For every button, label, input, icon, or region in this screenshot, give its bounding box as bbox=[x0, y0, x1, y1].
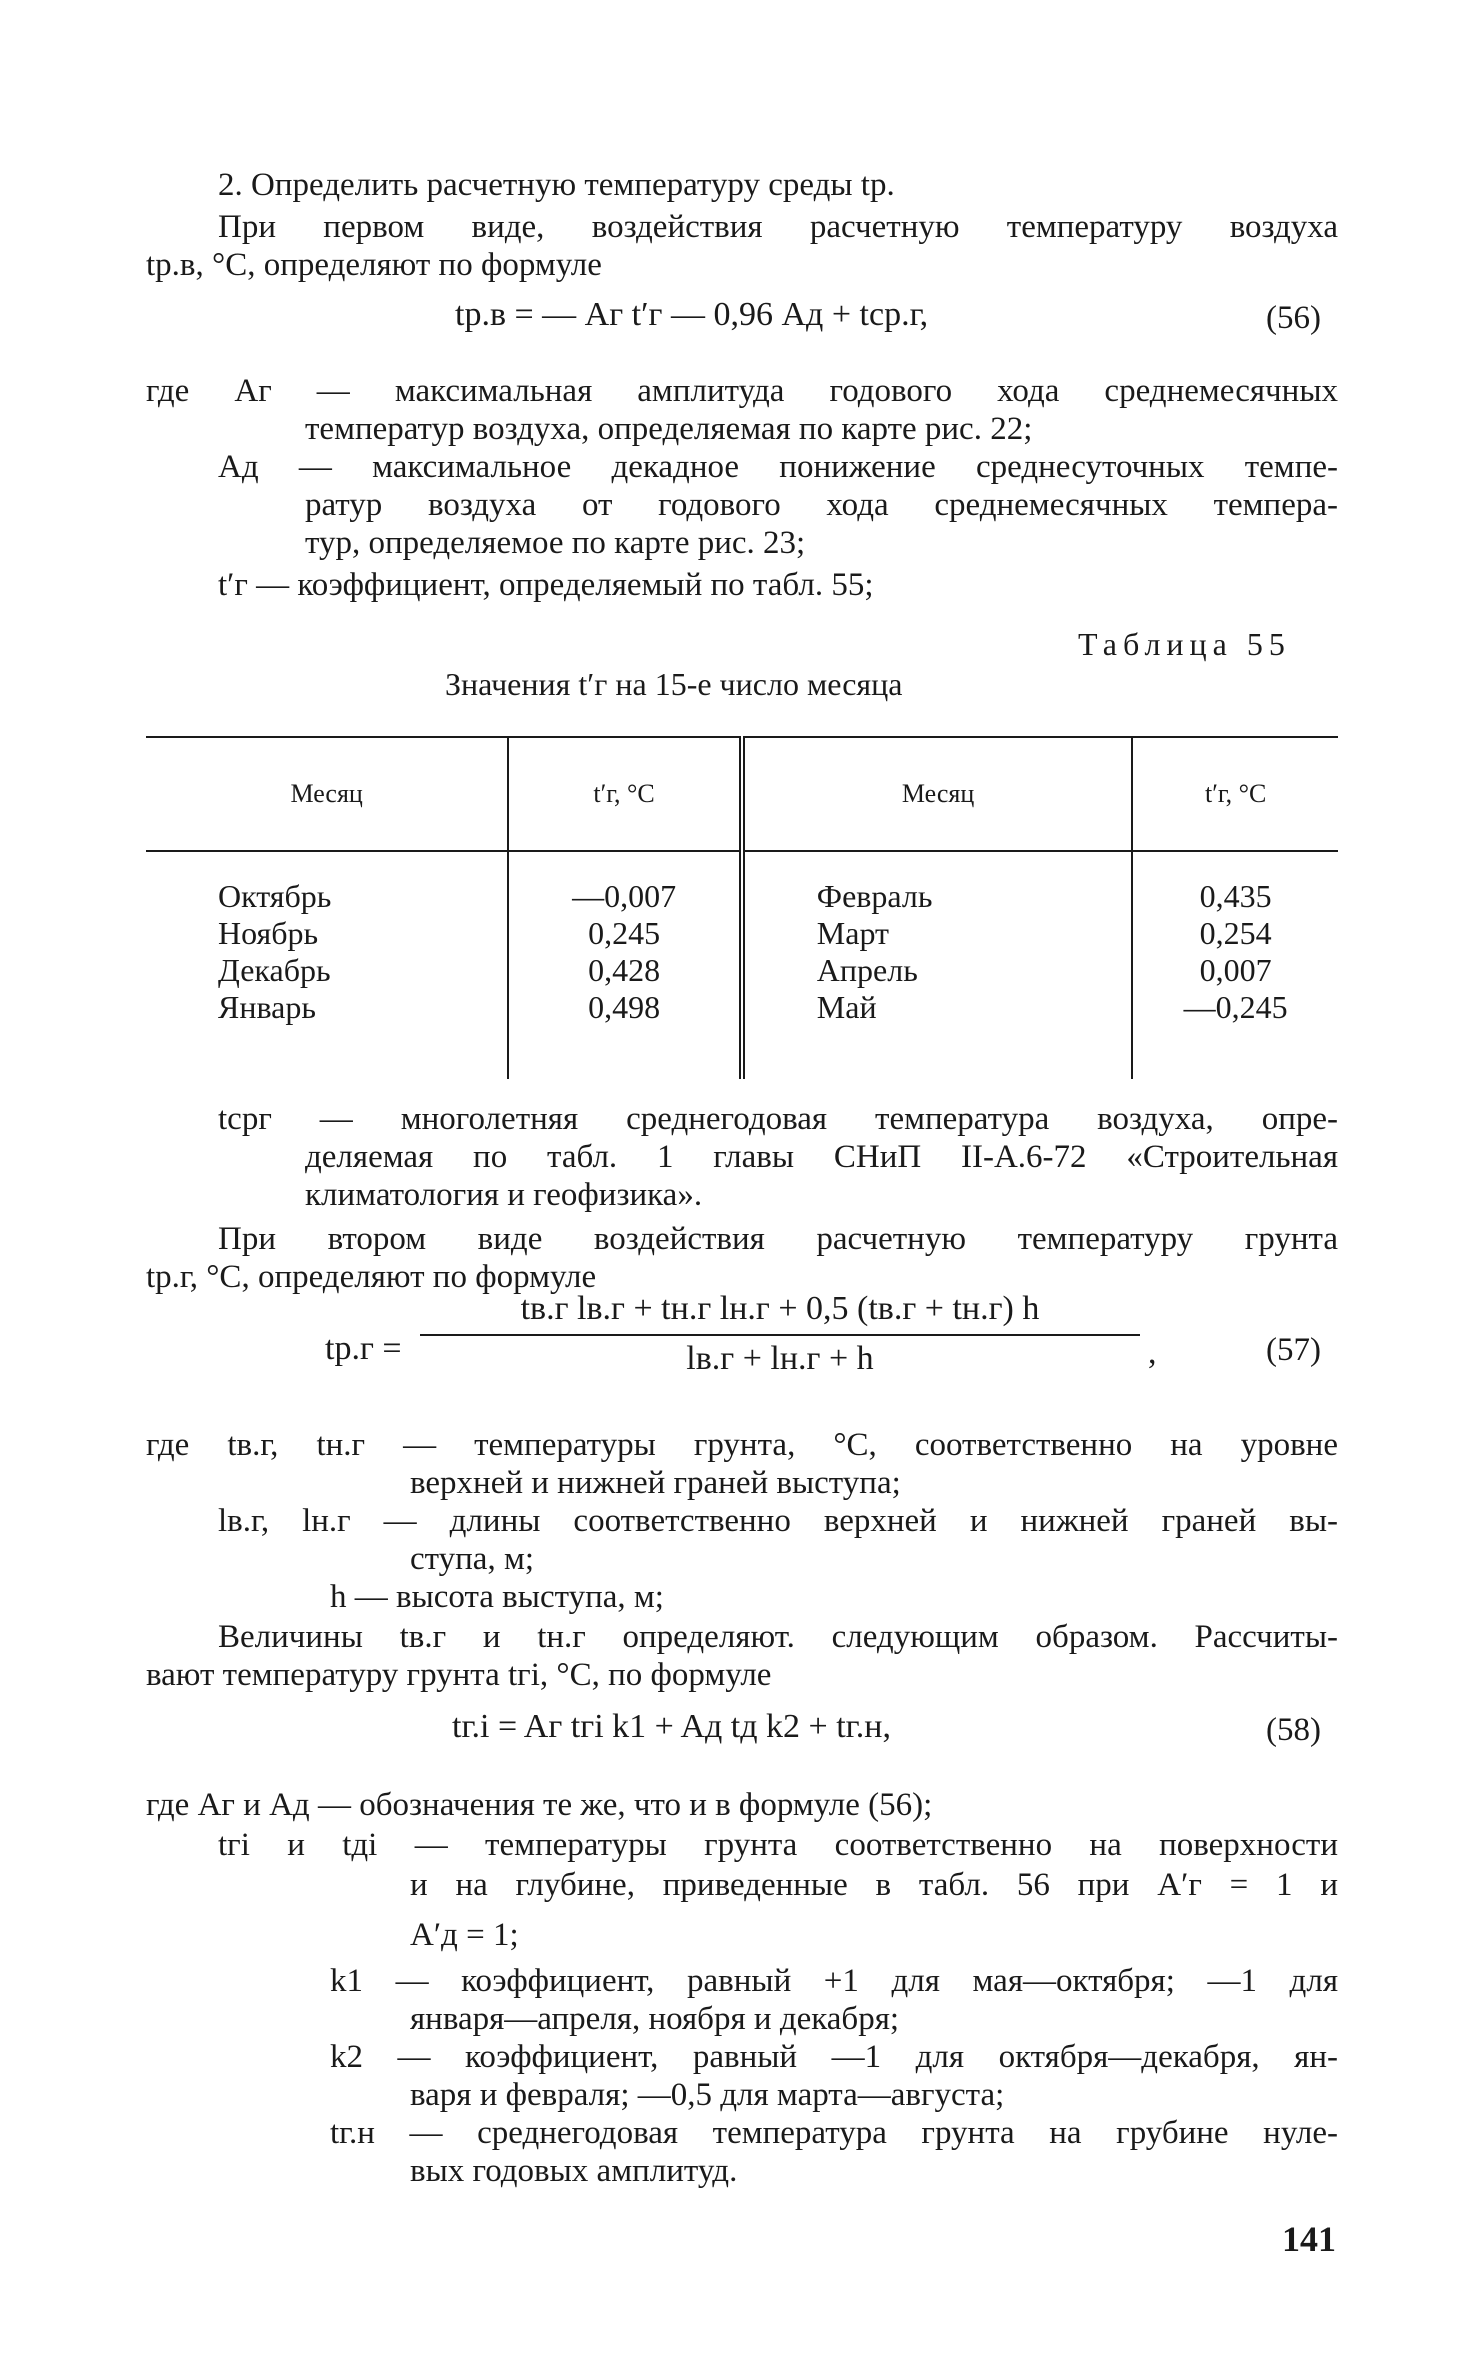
cell-value-feb: 0,435 bbox=[1199, 878, 1272, 914]
cell-month-jan: Январь bbox=[218, 989, 316, 1025]
page-number: 141 bbox=[1282, 2219, 1336, 2259]
def-h-line: h — высота выступа, м; bbox=[330, 1579, 664, 1615]
table-55 bbox=[146, 736, 1338, 1079]
header-month-2: Месяц bbox=[742, 737, 1133, 851]
def-tgn-line1: tг.н — среднегодовая температура грунта на грубине нуле- bbox=[330, 2115, 1338, 2151]
def-Ad-line2: ратур воздуха от годового хода среднемесячных темпера- bbox=[305, 487, 1338, 523]
formula-56-number: (56) bbox=[1266, 300, 1321, 336]
def-tvg-line1: где tв.г, tн.г — температуры грунта, °С, соответственно на уровне bbox=[146, 1427, 1338, 1463]
month-column-1 bbox=[146, 851, 508, 1079]
cell-month-feb: Февраль bbox=[816, 878, 933, 914]
def-Ag-line1: где Aг — максимальная амплитуда годового хода среднемесячных bbox=[146, 373, 1338, 409]
def-k2-line2: варя и февраля; —0,5 для марта—августа; bbox=[410, 2077, 1005, 2113]
cell-month-oct: Октябрь bbox=[218, 878, 332, 914]
formula-58: tг.i = Aг tгi k1 + Aд tд k2 + tг.н, bbox=[452, 1708, 891, 1745]
paragraph-first-kind: При первом виде, воздействия расчетную температуру воздуха bbox=[218, 209, 1338, 245]
def-tvg-line2: верхней и нижней граней выступа; bbox=[410, 1465, 901, 1501]
cell-value-jan: 0,498 bbox=[588, 989, 661, 1025]
def-Ad-line3: тур, определяемое по карте рис. 23; bbox=[305, 525, 806, 561]
month-column-2 bbox=[742, 851, 1133, 1079]
cell-month-mar: Март bbox=[816, 915, 889, 951]
def-k1-line1: k1 — коэффициент, равный +1 для мая—октября; —1 для bbox=[330, 1963, 1338, 1999]
formula-58-number: (58) bbox=[1266, 1712, 1321, 1748]
cell-month-may: Май bbox=[816, 989, 877, 1025]
cell-value-apr: 0,007 bbox=[1199, 952, 1272, 988]
table-55-caption: Значения t′г на 15-е число месяца bbox=[445, 666, 903, 702]
def-tgn-line2: вых годовых амплитуд. bbox=[410, 2153, 738, 2189]
def-tg-line: t′г — коэффициент, определяемый по табл. 55; bbox=[218, 567, 874, 603]
fraction-bar bbox=[420, 1334, 1140, 1336]
value-column-1 bbox=[508, 851, 741, 1079]
def-tgi-line1: tгi и tдi — температуры грунта соответственно на поверхности bbox=[218, 1827, 1338, 1863]
table-row bbox=[146, 851, 1338, 1079]
formula-57-number: (57) bbox=[1266, 1332, 1321, 1368]
def-Ad-line1: Aд — максимальное декадное понижение среднесуточных темпе- bbox=[218, 449, 1338, 485]
def-k1-line2: января—апреля, ноября и декабря; bbox=[410, 2001, 900, 2037]
cell-month-apr: Апрель bbox=[816, 952, 918, 988]
formula-57-denominator: lв.г + lн.г + h bbox=[686, 1340, 874, 1377]
value-column-2 bbox=[1132, 851, 1338, 1079]
cell-month-nov: Ноябрь bbox=[218, 915, 319, 951]
def-tgi-line3: A′д = 1; bbox=[410, 1917, 519, 1953]
cell-value-oct: —0,007 bbox=[572, 878, 677, 914]
formula-56: tр.в = — Aг t′г — 0,96 Aд + tср.г, bbox=[455, 296, 929, 333]
table-header-row bbox=[146, 737, 1338, 851]
cell-value-may: —0,245 bbox=[1183, 989, 1288, 1025]
paragraph-second-kind: При втором виде воздействия расчетную температуру грунта bbox=[218, 1221, 1338, 1257]
def-tgi-line2: и на глубине, приведенные в табл. 56 при A′г = 1 и bbox=[410, 1867, 1338, 1903]
def-tsrg-line1: tсрг — многолетняя среднегодовая температура воздуха, опре- bbox=[218, 1101, 1338, 1137]
formula-57-left: tр.г = bbox=[325, 1330, 402, 1367]
header-tg-1: t′г, °С bbox=[508, 737, 741, 851]
paragraph-step-2: 2. Определить расчетную температуру среды tр. bbox=[218, 167, 895, 203]
header-tg-2: t′г, °С bbox=[1132, 737, 1338, 851]
cell-month-dec: Декабрь bbox=[218, 952, 331, 988]
formula-57-fraction bbox=[420, 1290, 1140, 1378]
def-k2-line1: k2 — коэффициент, равный —1 для октября—декабря, ян- bbox=[330, 2039, 1338, 2075]
formula-57-numerator: tв.г lв.г + tн.г lн.г + 0,5 (tв.г + tн.г) h bbox=[520, 1290, 1040, 1327]
table-55-title: Таблица 55 bbox=[1078, 626, 1291, 662]
cell-value-dec: 0,428 bbox=[588, 952, 661, 988]
paragraph-values-cont: вают температуру грунта tгi, °С, по формуле bbox=[146, 1657, 772, 1693]
def-tsrg-line3: климатология и геофизика». bbox=[305, 1177, 703, 1213]
paragraph-second-kind-cont: tр.г, °С, определяют по формуле bbox=[146, 1259, 597, 1295]
paragraph-values: Величины tв.г и tн.г определяют. следующим образом. Рассчиты- bbox=[218, 1619, 1338, 1655]
def-Ag-Ad-same: где Aг и Aд — обозначения те же, что и в формуле (56); bbox=[146, 1787, 933, 1823]
def-lvg-line1: lв.г, lн.г — длины соответственно верхней и нижней граней вы- bbox=[218, 1503, 1338, 1539]
def-lvg-line2: ступа, м; bbox=[410, 1541, 534, 1577]
def-Ag-line2: температур воздуха, определяемая по карте рис. 22; bbox=[305, 411, 1033, 447]
paragraph-first-kind-cont: tр.в, °С, определяют по формуле bbox=[146, 247, 602, 283]
cell-value-mar: 0,254 bbox=[1199, 915, 1272, 951]
formula-57-comma: , bbox=[1148, 1334, 1157, 1371]
cell-value-nov: 0,245 bbox=[588, 915, 661, 951]
def-tsrg-line2: деляемая по табл. 1 главы СНиП II-А.6-72 «Строительная bbox=[305, 1139, 1338, 1175]
header-month-1: Месяц bbox=[146, 737, 508, 851]
